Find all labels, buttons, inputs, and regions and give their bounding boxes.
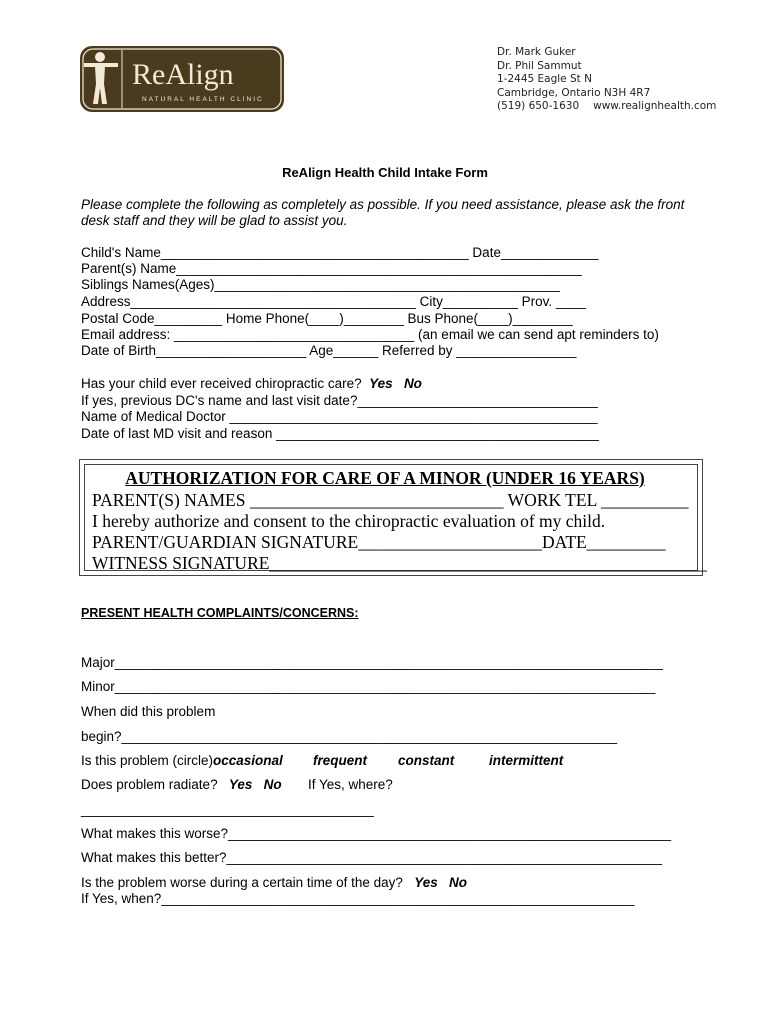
- doctor-name: Dr. Mark Guker: [497, 46, 576, 58]
- postal-phone-field[interactable]: Postal Code_________ Home Phone(____)________ Bus Phone(____)________: [81, 311, 573, 326]
- child-name-field[interactable]: Child's Name_________________________________________ Date_____________: [81, 245, 599, 260]
- yes-option[interactable]: Yes: [369, 376, 393, 391]
- email-field[interactable]: Email address: ________________________________ (an email we can send apt reminders to): [81, 327, 659, 342]
- frequency-question: [81, 753, 283, 769]
- radiate-question: [81, 777, 282, 793]
- phone-number: (519) 650-1630: [497, 100, 580, 112]
- consent-statement: I hereby authorize and consent to the chiropractic evaluation of my child.: [92, 511, 606, 531]
- logo-wordmark: ReAlign: [132, 58, 234, 91]
- form-intro: Please complete the following as completely as possible. If you need assistance, please ask the front desk staff and they will be glad to assist you.: [81, 197, 685, 228]
- logo-subtext: NATURAL HEALTH CLINIC: [142, 96, 264, 103]
- problem-start-label: When did this problem: [81, 704, 216, 719]
- website-link[interactable]: www.realignhealth.com: [593, 100, 717, 112]
- contact-block: [497, 46, 716, 114]
- previous-dc-field[interactable]: If yes, previous DC's name and last visit date?________________________________: [81, 393, 598, 408]
- dob-field[interactable]: Date of Birth____________________ Age______ Referred by ________________: [81, 343, 577, 358]
- option-occasional[interactable]: occasional: [213, 753, 283, 768]
- logo-graphic: [80, 46, 284, 112]
- question-text: Has your child ever received chiropractic care?: [81, 376, 362, 391]
- better-field[interactable]: What makes this better?__________________________________________________________: [81, 850, 663, 865]
- siblings-field[interactable]: Siblings Names(Ages)______________________________________________: [81, 277, 560, 292]
- no-option[interactable]: No: [263, 777, 282, 792]
- time-of-day-label: Is the problem worse during a certain time of the day?: [81, 875, 403, 890]
- street-address: 1-2445 Eagle St N: [497, 73, 592, 85]
- chiropractic-question: [81, 376, 422, 392]
- option-frequent[interactable]: frequent: [313, 753, 367, 768]
- phone-web-line: [497, 100, 716, 114]
- medical-doctor-field[interactable]: Name of Medical Doctor _________________________________________________: [81, 409, 598, 424]
- address-field[interactable]: Address______________________________________ City__________ Prov. ____: [81, 294, 586, 309]
- md-visit-field[interactable]: Date of last MD visit and reason ___________________________________________: [81, 426, 599, 441]
- radiate-label: Does problem radiate?: [81, 777, 218, 792]
- city-address: Cambridge, Ontario N3H 4R7: [497, 86, 651, 99]
- radiate-where-label: If Yes, where?: [308, 777, 393, 792]
- option-constant[interactable]: constant: [398, 753, 455, 768]
- clinic-logo: [80, 46, 284, 112]
- radiate-where-field[interactable]: _______________________________________: [81, 802, 374, 817]
- time-of-day-question: [81, 875, 467, 891]
- option-intermittent[interactable]: intermittent: [489, 753, 564, 768]
- parent-names-field[interactable]: PARENT(S) NAMES _____________________________ WORK TEL __________: [92, 490, 689, 510]
- time-of-day-when-field[interactable]: If Yes, when?_______________________________________________________________: [81, 891, 635, 906]
- major-complaint-field[interactable]: Major_________________________________________________________________________: [81, 655, 663, 670]
- doctor-name: Dr. Phil Sammut: [497, 59, 582, 72]
- authorization-title: AUTHORIZATION FOR CARE OF A MINOR (UNDER 16 YEARS): [125, 468, 645, 488]
- frequency-label: Is this problem (circle): [81, 753, 214, 768]
- form-title: ReAlign Health Child Intake Form: [282, 165, 488, 180]
- guardian-signature-field[interactable]: PARENT/GUARDIAN SIGNATURE_____________________DATE_________: [92, 532, 666, 552]
- no-option[interactable]: No: [403, 376, 422, 391]
- no-option[interactable]: No: [448, 875, 467, 890]
- witness-signature-field[interactable]: WITNESS SIGNATURE__________________________________________________: [92, 553, 707, 573]
- complaints-section-title: PRESENT HEALTH COMPLAINTS/CONCERNS:: [81, 606, 359, 620]
- parent-name-field[interactable]: Parent(s) Name______________________________________________________: [81, 261, 582, 276]
- problem-start-field[interactable]: begin?__________________________________________________________________: [81, 729, 618, 744]
- yes-option[interactable]: Yes: [414, 875, 438, 890]
- worse-field[interactable]: What makes this worse?___________________________________________________________: [81, 826, 672, 841]
- yes-option[interactable]: Yes: [228, 777, 253, 792]
- minor-complaint-field[interactable]: Minor________________________________________________________________________: [81, 679, 656, 694]
